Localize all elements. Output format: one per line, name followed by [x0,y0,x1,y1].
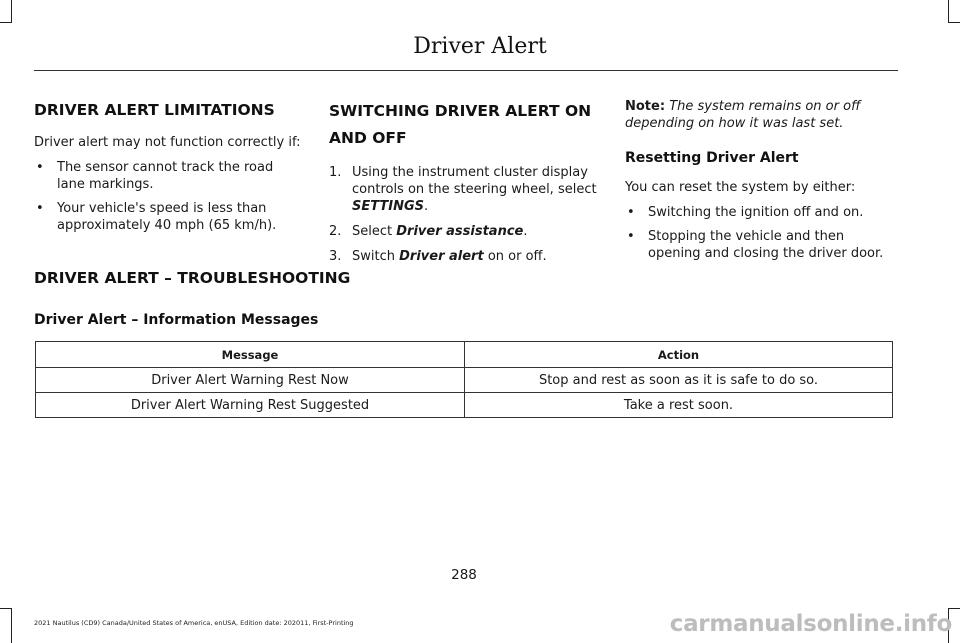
limitations-section [34,98,304,241]
bullet-icon: • [627,205,635,220]
list-item [329,248,597,265]
table-row [36,368,893,393]
limitations-list [34,159,304,234]
list-item [329,164,597,215]
step-text: Switch [352,249,400,264]
column-header-action: Action [465,342,893,368]
table-cell-action: Take a rest soon. [465,393,893,418]
table-row [36,393,893,418]
crop-mark [0,608,12,609]
bullet-icon: • [36,201,44,216]
footer-edition: 2021 Nautilus (CD9) Canada/United States of America, enUSA, Edition date: 202011, First-Printing [34,619,354,627]
step-text-after: . [523,224,528,239]
step-number: 2. [329,224,342,239]
limitations-intro: Driver alert may not function correctly if: [34,135,301,150]
table-cell-message: Driver Alert Warning Rest Now [36,368,465,393]
step-number: 3. [329,249,342,264]
step-text: Select [352,224,397,239]
step-number: 1. [329,165,342,180]
bullet-icon: • [36,160,44,175]
info-messages-table [35,341,893,418]
crop-mark [11,608,12,643]
list-item-text: The sensor cannot track the road lane markings. [57,160,274,192]
step-text-after: . [424,199,429,214]
list-item-text: Switching the ignition off and on. [648,205,864,220]
note-text: The system remains on or off depending on how it was last set. [625,99,861,131]
list-item-text: Stopping the vehicle and then opening and closing the driver door. [648,229,884,261]
resetting-list [625,204,898,262]
resetting-heading: Resetting Driver Alert [625,150,799,166]
step-emphasis: Driver alert [399,249,484,264]
step-emphasis: SETTINGS [352,199,425,214]
page-number: 288 [451,567,477,583]
note-label: Note: [625,99,666,114]
bullet-icon: • [627,229,635,244]
list-item [625,204,898,221]
step-emphasis: Driver assistance [396,224,524,239]
header-divider [34,70,898,71]
crop-mark [948,608,960,609]
resetting-section [625,98,898,269]
column-header-message: Message [36,342,465,368]
table-header-row [36,342,893,368]
list-item-text: Your vehicle's speed is less than approximately 40 mph (65 km/h). [57,201,277,233]
list-item [625,228,898,262]
page-title: Driver Alert [413,34,547,59]
info-messages-heading: Driver Alert – Information Messages [34,312,319,328]
troubleshooting-heading: DRIVER ALERT – TROUBLESHOOTING [34,269,351,287]
note [625,98,898,132]
list-item [329,223,597,240]
table-cell-action: Stop and rest as soon as it is safe to do so. [465,368,893,393]
limitations-heading: DRIVER ALERT LIMITATIONS [34,101,275,119]
crop-mark [948,0,949,22]
crop-mark [0,22,12,23]
table-cell-message: Driver Alert Warning Rest Suggested [36,393,465,418]
resetting-intro: You can reset the system by either: [625,180,856,195]
crop-mark [11,0,12,22]
list-item [34,200,304,234]
switching-steps [329,164,597,265]
list-item [34,159,304,193]
crop-mark [948,22,960,23]
watermark: carmanualsonline.info [669,611,952,637]
switching-section [329,98,597,273]
switching-heading: SWITCHING DRIVER ALERT ON AND OFF [329,102,592,147]
step-text-after: on or off. [483,249,547,264]
step-text: Using the instrument cluster display controls on the steering wheel, select [352,165,597,197]
